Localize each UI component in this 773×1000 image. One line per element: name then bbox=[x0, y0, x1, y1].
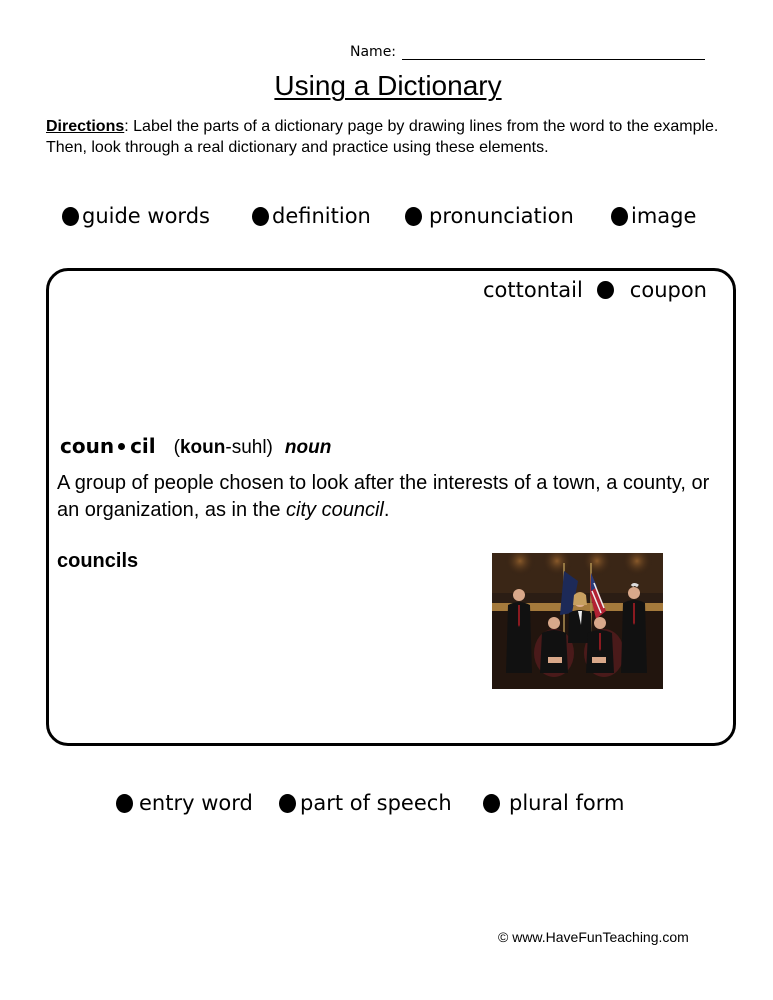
guide-words bbox=[483, 278, 707, 302]
part-of-speech: noun bbox=[284, 437, 332, 458]
term-label: plural form bbox=[509, 791, 625, 815]
bullet-icon bbox=[252, 207, 269, 226]
syllable-1: coun bbox=[60, 434, 115, 458]
syllable-2: cil bbox=[130, 434, 156, 458]
definition-example: city council bbox=[286, 499, 384, 521]
page-title: Using a Dictionary bbox=[274, 70, 502, 101]
term-image[interactable] bbox=[611, 204, 696, 228]
term-label: pronunciation bbox=[429, 204, 574, 228]
name-blank-line[interactable] bbox=[402, 45, 705, 60]
term-label: definition bbox=[272, 204, 371, 228]
plural-form: councils bbox=[57, 550, 139, 572]
top-word-bank bbox=[0, 204, 773, 234]
bullet-icon bbox=[62, 207, 79, 226]
term-label: part of speech bbox=[300, 791, 452, 815]
directions bbox=[46, 116, 746, 158]
pron-stressed: koun bbox=[179, 437, 226, 458]
term-definition[interactable] bbox=[252, 204, 371, 228]
pron-open: ( bbox=[173, 437, 180, 458]
name-label: Name: bbox=[350, 44, 397, 60]
syllable-dot-icon bbox=[118, 443, 125, 450]
definition-end: . bbox=[383, 499, 390, 521]
copyright-footer: © www.HaveFunTeaching.com bbox=[498, 929, 689, 945]
entry-line bbox=[60, 434, 331, 459]
bullet-icon bbox=[116, 794, 133, 813]
bullet-icon bbox=[405, 207, 422, 226]
pronunciation bbox=[174, 437, 273, 459]
bullet-icon bbox=[597, 281, 614, 299]
bullet-icon bbox=[483, 794, 500, 813]
term-label: guide words bbox=[82, 204, 210, 228]
term-entry-word[interactable] bbox=[116, 791, 253, 815]
term-label: entry word bbox=[139, 791, 253, 815]
guide-word-first: cottontail bbox=[483, 278, 583, 302]
council-photo bbox=[492, 553, 663, 689]
term-part-of-speech[interactable] bbox=[279, 791, 452, 815]
guide-word-second: coupon bbox=[629, 278, 707, 302]
definition-text: A group of people chosen to look after the interests of a town, a county, or an organization, as in the bbox=[57, 472, 710, 521]
pron-rest: -suhl) bbox=[225, 437, 273, 458]
term-plural-form[interactable] bbox=[483, 791, 624, 815]
bullet-icon bbox=[611, 207, 628, 226]
term-label: image bbox=[631, 204, 697, 228]
term-pronunciation[interactable] bbox=[405, 204, 574, 228]
definition bbox=[57, 470, 717, 524]
name-field bbox=[350, 44, 705, 60]
entry-word bbox=[60, 434, 156, 458]
term-guide-words[interactable] bbox=[62, 204, 210, 228]
directions-label: Directions bbox=[46, 118, 125, 135]
bottom-word-bank bbox=[0, 791, 773, 821]
bullet-icon bbox=[279, 794, 296, 813]
directions-text: : Label the parts of a dictionary page by drawing lines from the word to the example. Then, look through a real dictionary and practice using these elements. bbox=[46, 118, 719, 156]
